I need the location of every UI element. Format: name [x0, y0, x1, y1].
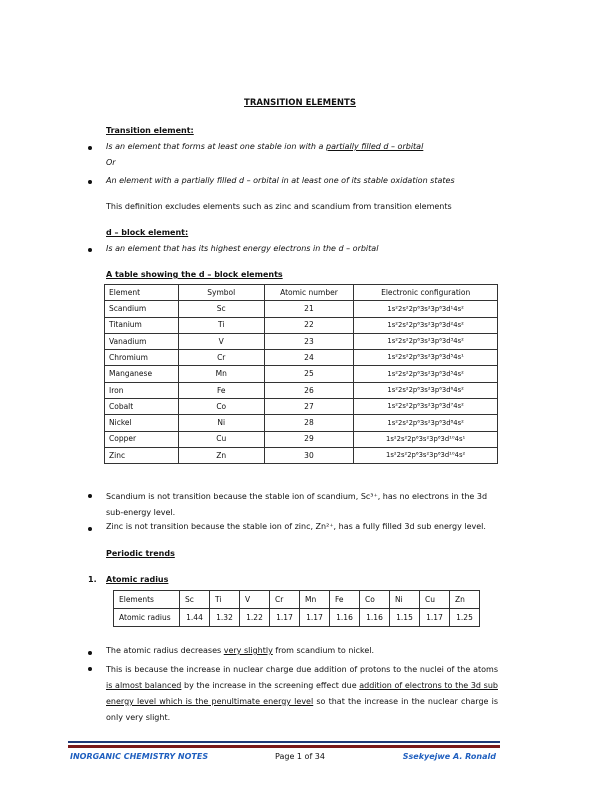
configuration-cell: 1s²2s²2p⁶3s²3p⁶3d²4s² — [354, 317, 498, 333]
footer-rule — [68, 741, 500, 743]
table-header-row — [105, 285, 498, 301]
configuration-cell: 1s²2s²2p⁶3s²3p⁶3d⁵4s² — [354, 366, 498, 382]
table-row — [105, 415, 498, 431]
configuration-cell: 1s²2s²2p⁶3s²3p⁶3d³4s² — [354, 333, 498, 349]
symbol-cell: Fe — [178, 382, 264, 398]
atomic-number-cell: 24 — [264, 350, 354, 366]
configuration-cell: 1s²2s²2p⁶3s²3p⁶3d¹⁰4s² — [354, 447, 498, 463]
atomic-number-cell: 23 — [264, 333, 354, 349]
element-cell: Fe — [330, 591, 360, 609]
table-row — [114, 591, 480, 609]
footer-author: Ssekyejwe A. Ronald — [402, 752, 496, 761]
bullet-icon — [88, 146, 92, 150]
header-cell: Element — [105, 285, 179, 301]
header-cell: Atomic number — [264, 285, 354, 301]
radius-cell: 1.16 — [360, 609, 390, 627]
table-row — [114, 609, 480, 627]
radius-note-2: This is because the increase in nuclear charge due addition of protons to the nuclei of the atoms is almost balanced by the increase in the screening effect due addition of electrons to the 3d sub energy level which is the penultimate energy level so that the increase in the nuclear charge is only very slight. — [106, 665, 499, 722]
bullet-icon — [88, 494, 92, 498]
table-row — [105, 301, 498, 317]
periodic-trends-heading: Periodic trends — [106, 549, 175, 558]
radius-cell: 1.17 — [270, 609, 300, 627]
element-cell: Iron — [105, 382, 179, 398]
or-text: Or — [106, 158, 116, 167]
d-block-def: Is an element that has its highest energy electrons in the d – orbital — [106, 244, 379, 253]
atomic-number-cell: 21 — [264, 301, 354, 317]
element-cell: Copper — [105, 431, 179, 447]
table-row — [105, 366, 498, 382]
transition-element-heading: Transition element: — [106, 126, 194, 135]
atomic-number-cell: 29 — [264, 431, 354, 447]
configuration-cell: 1s²2s²2p⁶3s²3p⁶3d¹4s² — [354, 301, 498, 317]
footer-rule — [68, 745, 500, 748]
atomic-number-cell: 27 — [264, 399, 354, 415]
table-row — [105, 399, 498, 415]
atomic-number-cell: 22 — [264, 317, 354, 333]
element-cell: Mn — [300, 591, 330, 609]
d-block-table — [104, 284, 498, 464]
element-cell: Manganese — [105, 366, 179, 382]
element-cell: Nickel — [105, 415, 179, 431]
table-row — [105, 333, 498, 349]
element-cell: Ni — [390, 591, 420, 609]
symbol-cell: Mn — [178, 366, 264, 382]
page-title: TRANSITION ELEMENTS — [244, 98, 356, 108]
radius-cell: 1.44 — [180, 609, 210, 627]
symbol-cell: Ni — [178, 415, 264, 431]
element-cell: Co — [360, 591, 390, 609]
table-row — [105, 447, 498, 463]
radius-cell: 1.25 — [450, 609, 480, 627]
configuration-cell: 1s²2s²2p⁶3s²3p⁶3d⁷4s² — [354, 399, 498, 415]
symbol-cell: Cr — [178, 350, 264, 366]
atomic-radius-heading: Atomic radius — [106, 575, 169, 584]
symbol-cell: V — [178, 333, 264, 349]
element-cell: Zinc — [105, 447, 179, 463]
radius-cell: 1.32 — [210, 609, 240, 627]
bullet-icon — [88, 651, 92, 655]
scandium-note: Scandium is not transition because the stable ion of scandium, Sc³⁺, has no electrons in the 3d sub-energy level. — [106, 492, 488, 517]
radius-cell: 1.15 — [390, 609, 420, 627]
radius-note-1: The atomic radius decreases very slightly from scandium to nickel. — [106, 646, 375, 655]
configuration-cell: 1s²2s²2p⁶3s²3p⁶3d¹⁰4s¹ — [354, 431, 498, 447]
element-cell: Titanium — [105, 317, 179, 333]
table-row — [105, 350, 498, 366]
page-number: Page 1 of 34 — [275, 752, 325, 761]
element-cell: Cobalt — [105, 399, 179, 415]
table-row — [105, 382, 498, 398]
transition-def-1: Is an element that forms at least one stable ion with a partially filled d – orbital — [106, 142, 424, 151]
row-label: Atomic radius — [114, 609, 180, 627]
atomic-number-cell: 25 — [264, 366, 354, 382]
element-cell: Cr — [270, 591, 300, 609]
symbol-cell: Ti — [178, 317, 264, 333]
row-label: Elements — [114, 591, 180, 609]
bullet-icon — [88, 667, 92, 671]
table-row — [105, 317, 498, 333]
table-row — [105, 431, 498, 447]
definition-note: This definition excludes elements such as zinc and scandium from transition elements — [106, 202, 452, 211]
atomic-number-cell: 28 — [264, 415, 354, 431]
element-cell: V — [240, 591, 270, 609]
bullet-icon — [88, 527, 92, 531]
section-number: 1. — [88, 575, 97, 584]
element-cell: Sc — [180, 591, 210, 609]
bullet-icon — [88, 180, 92, 184]
header-cell: Symbol — [178, 285, 264, 301]
atomic-radius-table — [113, 590, 480, 627]
d-block-heading: d – block element: — [106, 228, 189, 237]
zinc-note: Zinc is not transition because the stable ion of zinc, Zn²⁺, has a fully filled 3d sub energy level. — [106, 522, 486, 531]
symbol-cell: Co — [178, 399, 264, 415]
atomic-number-cell: 26 — [264, 382, 354, 398]
element-cell: Ti — [210, 591, 240, 609]
symbol-cell: Zn — [178, 447, 264, 463]
configuration-cell: 1s²2s²2p⁶3s²3p⁶3d⁶4s² — [354, 382, 498, 398]
table-caption: A table showing the d – block elements — [106, 270, 283, 279]
configuration-cell: 1s²2s²2p⁶3s²3p⁶3d⁵4s¹ — [354, 350, 498, 366]
symbol-cell: Sc — [178, 301, 264, 317]
symbol-cell: Cu — [178, 431, 264, 447]
configuration-cell: 1s²2s²2p⁶3s²3p⁶3d⁸4s² — [354, 415, 498, 431]
bullet-icon — [88, 248, 92, 252]
radius-cell: 1.17 — [300, 609, 330, 627]
element-cell: Chromium — [105, 350, 179, 366]
transition-def-2: An element with a partially filled d – orbital in at least one of its stable oxidation states — [106, 176, 455, 185]
element-cell: Scandium — [105, 301, 179, 317]
element-cell: Zn — [450, 591, 480, 609]
atomic-number-cell: 30 — [264, 447, 354, 463]
element-cell: Vanadium — [105, 333, 179, 349]
footer-title: INORGANIC CHEMISTRY NOTES — [70, 752, 209, 761]
element-cell: Cu — [420, 591, 450, 609]
radius-cell: 1.16 — [330, 609, 360, 627]
radius-cell: 1.22 — [240, 609, 270, 627]
radius-cell: 1.17 — [420, 609, 450, 627]
header-cell: Electronic configuration — [354, 285, 498, 301]
